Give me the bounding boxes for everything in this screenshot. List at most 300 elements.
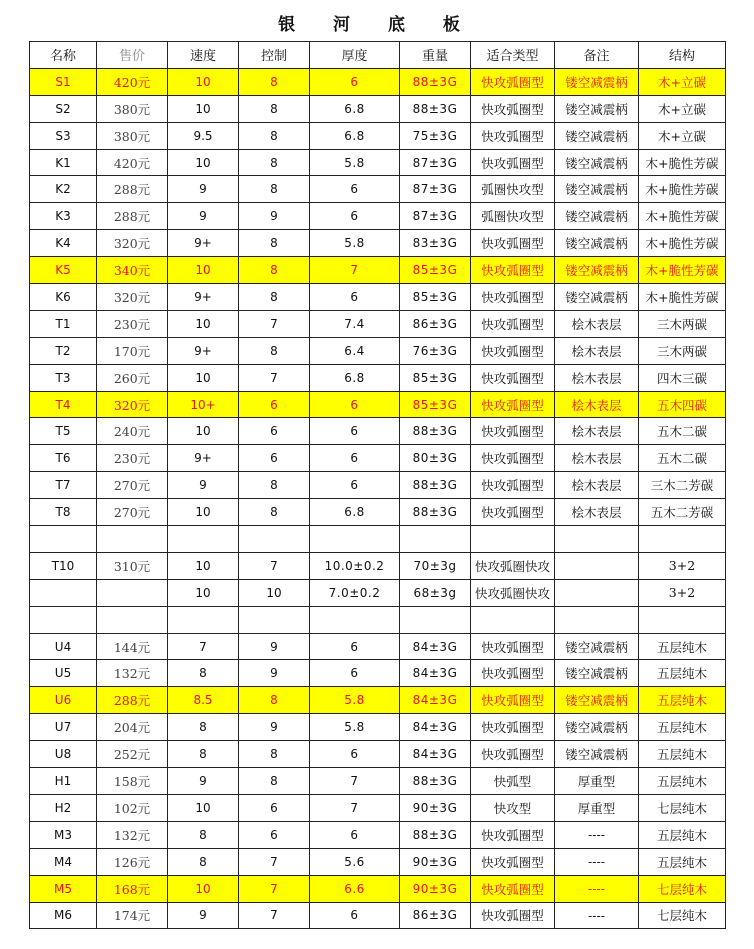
table-cell: 镂空减震柄 — [555, 284, 639, 311]
table-cell: 快攻弧圈型 — [471, 284, 555, 311]
blade-spec-table — [29, 41, 726, 929]
table-cell: 桧木表层 — [555, 391, 639, 418]
table-cell: K1 — [30, 149, 97, 176]
table-cell: H2 — [30, 794, 97, 821]
table-cell: 9 — [239, 203, 310, 230]
table-cell: 镂空减震柄 — [555, 660, 639, 687]
table-cell: 230元 — [97, 445, 168, 472]
table-cell: 快攻弧圈型 — [471, 418, 555, 445]
table-row — [30, 902, 726, 929]
table-cell: 8 — [168, 660, 239, 687]
table-cell: 五木二碳 — [639, 418, 726, 445]
table-cell: 75±3G — [400, 122, 471, 149]
table-row — [30, 768, 726, 795]
table-cell: 170元 — [97, 337, 168, 364]
table-row — [30, 821, 726, 848]
table-row — [30, 579, 726, 606]
table-cell: 6.6 — [310, 875, 400, 902]
table-cell: 132元 — [97, 821, 168, 848]
table-cell: S1 — [30, 68, 97, 95]
table-cell: 90±3G — [400, 848, 471, 875]
table-cell: 8 — [168, 821, 239, 848]
table-cell: 10 — [168, 418, 239, 445]
table-cell — [639, 526, 726, 553]
table-cell: 7 — [239, 364, 310, 391]
table-cell: 420元 — [97, 149, 168, 176]
table-row — [30, 552, 726, 579]
table-cell: 五层纯木 — [639, 821, 726, 848]
table-cell: 木+脆性芳碳 — [639, 284, 726, 311]
table-cell: 7 — [239, 552, 310, 579]
table-cell: 7.4 — [310, 310, 400, 337]
table-cell: 90±3G — [400, 794, 471, 821]
table-cell: 7 — [310, 768, 400, 795]
table-cell: 87±3G — [400, 149, 471, 176]
table-cell: 10 — [168, 364, 239, 391]
table-cell: 8 — [239, 176, 310, 203]
table-cell: 10 — [168, 579, 239, 606]
column-header: 控制 — [239, 42, 310, 69]
table-cell: 6 — [310, 660, 400, 687]
table-row-highlighted — [30, 875, 726, 902]
table-cell: 五木二芳碳 — [639, 499, 726, 526]
table-cell: 四木三碳 — [639, 364, 726, 391]
table-cell: 420元 — [97, 68, 168, 95]
table-cell: 快攻弧圈型 — [471, 499, 555, 526]
table-cell: 252元 — [97, 741, 168, 768]
table-cell: 镂空减震柄 — [555, 203, 639, 230]
table-cell: 88±3G — [400, 472, 471, 499]
table-cell: 8 — [239, 472, 310, 499]
table-cell: 6 — [310, 902, 400, 929]
table-row-highlighted — [30, 257, 726, 284]
table-cell: 84±3G — [400, 714, 471, 741]
table-cell: T7 — [30, 472, 97, 499]
table-cell: 76±3G — [400, 337, 471, 364]
table-cell — [168, 526, 239, 553]
table-cell: K3 — [30, 203, 97, 230]
table-cell: 6 — [239, 794, 310, 821]
table-cell — [555, 526, 639, 553]
table-cell: 8 — [239, 499, 310, 526]
table-cell: 木+脆性芳碳 — [639, 257, 726, 284]
column-header: 备注 — [555, 42, 639, 69]
table-row-highlighted — [30, 687, 726, 714]
table-cell: ---- — [555, 902, 639, 929]
table-cell: 7 — [310, 794, 400, 821]
table-cell — [555, 579, 639, 606]
table-cell: 8 — [239, 95, 310, 122]
table-cell — [639, 606, 726, 633]
table-cell: 5.8 — [310, 149, 400, 176]
table-cell: 90±3G — [400, 875, 471, 902]
table-cell: 6 — [239, 391, 310, 418]
column-header: 名称 — [30, 42, 97, 69]
table-cell: 木+立碳 — [639, 95, 726, 122]
table-row — [30, 526, 726, 553]
table-cell: 桧木表层 — [555, 418, 639, 445]
table-cell: S3 — [30, 122, 97, 149]
table-cell: 85±3G — [400, 257, 471, 284]
table-cell: 七层纯木 — [639, 875, 726, 902]
table-cell: K4 — [30, 230, 97, 257]
table-cell — [30, 606, 97, 633]
table-cell: 快攻弧圈型 — [471, 472, 555, 499]
table-cell: 340元 — [97, 257, 168, 284]
table-cell: 10 — [168, 149, 239, 176]
table-cell: 9 — [168, 902, 239, 929]
table-cell: 五层纯木 — [639, 848, 726, 875]
table-cell: 6 — [239, 445, 310, 472]
table-cell: 87±3G — [400, 203, 471, 230]
column-header: 适合类型 — [471, 42, 555, 69]
table-cell: 9.5 — [168, 122, 239, 149]
table-cell: 10+ — [168, 391, 239, 418]
table-cell: 桧木表层 — [555, 445, 639, 472]
table-cell: 快攻弧圈型 — [471, 257, 555, 284]
table-cell: 10 — [168, 552, 239, 579]
table-cell: H1 — [30, 768, 97, 795]
table-cell: T8 — [30, 499, 97, 526]
table-cell: 快攻弧圈型 — [471, 714, 555, 741]
table-cell: M5 — [30, 875, 97, 902]
table-cell: 9 — [239, 660, 310, 687]
table-cell: 镂空减震柄 — [555, 122, 639, 149]
table-cell: 镂空减震柄 — [555, 68, 639, 95]
table-cell: 8 — [168, 848, 239, 875]
table-cell: 快攻弧圈型 — [471, 875, 555, 902]
table-cell: K5 — [30, 257, 97, 284]
table-cell: 快攻弧圈型 — [471, 445, 555, 472]
table-cell: 6 — [310, 284, 400, 311]
table-cell: 8 — [239, 337, 310, 364]
table-cell: 8 — [239, 257, 310, 284]
table-cell: 快攻弧圈型 — [471, 741, 555, 768]
table-cell: 84±3G — [400, 741, 471, 768]
table-cell: 10 — [168, 68, 239, 95]
table-row — [30, 284, 726, 311]
table-cell: 10.0±0.2 — [310, 552, 400, 579]
table-cell: 五木四碳 — [639, 391, 726, 418]
table-cell: 85±3G — [400, 364, 471, 391]
table-cell: T4 — [30, 391, 97, 418]
table-cell: 88±3G — [400, 418, 471, 445]
table-cell: 6 — [310, 633, 400, 660]
table-cell — [400, 606, 471, 633]
table-cell: 7 — [168, 633, 239, 660]
table-cell: 6 — [239, 418, 310, 445]
table-cell: 五木二碳 — [639, 445, 726, 472]
table-header-row — [30, 42, 726, 69]
table-cell: 88±3G — [400, 499, 471, 526]
table-cell: 8 — [239, 68, 310, 95]
table-cell: 7 — [239, 848, 310, 875]
table-cell: 8 — [168, 741, 239, 768]
table-cell: 厚重型 — [555, 794, 639, 821]
table-cell — [400, 526, 471, 553]
table-cell: U4 — [30, 633, 97, 660]
table-cell: 五层纯木 — [639, 633, 726, 660]
table-cell: 126元 — [97, 848, 168, 875]
table-cell: 6 — [310, 176, 400, 203]
table-cell: 86±3G — [400, 902, 471, 929]
table-row-highlighted — [30, 391, 726, 418]
table-cell: 9+ — [168, 230, 239, 257]
table-cell: 10 — [168, 499, 239, 526]
table-cell: 6 — [310, 821, 400, 848]
table-cell: 85±3G — [400, 284, 471, 311]
table-cell: U5 — [30, 660, 97, 687]
table-cell: 6 — [310, 391, 400, 418]
table-cell: 快攻型 — [471, 794, 555, 821]
table-cell: 桧木表层 — [555, 472, 639, 499]
table-cell — [30, 579, 97, 606]
table-cell: 木+立碳 — [639, 68, 726, 95]
table-cell — [310, 526, 400, 553]
table-cell: 镂空减震柄 — [555, 149, 639, 176]
table-cell — [97, 606, 168, 633]
table-cell — [97, 526, 168, 553]
table-cell: 9+ — [168, 445, 239, 472]
table-cell: 快攻弧圈快攻 — [471, 552, 555, 579]
table-cell: 7 — [239, 875, 310, 902]
table-cell — [97, 579, 168, 606]
table-cell: 7 — [239, 310, 310, 337]
table-cell: K2 — [30, 176, 97, 203]
table-cell: 84±3G — [400, 660, 471, 687]
table-cell: 木+脆性芳碳 — [639, 203, 726, 230]
table-cell: 6.8 — [310, 122, 400, 149]
table-cell: 木+脆性芳碳 — [639, 230, 726, 257]
table-cell: 快攻弧圈型 — [471, 821, 555, 848]
table-cell: 镂空减震柄 — [555, 687, 639, 714]
table-cell: 三木二芳碳 — [639, 472, 726, 499]
page-title: 银 河 底 板 — [278, 15, 476, 35]
table-body — [30, 42, 726, 929]
table-cell: 70±3g — [400, 552, 471, 579]
table-cell: 8 — [239, 768, 310, 795]
table-cell: 镂空减震柄 — [555, 230, 639, 257]
table-cell: 9 — [168, 203, 239, 230]
table-cell: 三木两碳 — [639, 337, 726, 364]
table-cell: 6 — [310, 472, 400, 499]
table-cell: 快攻弧圈型 — [471, 902, 555, 929]
table-cell: 68±3g — [400, 579, 471, 606]
table-cell: 五层纯木 — [639, 768, 726, 795]
table-cell: 5.8 — [310, 687, 400, 714]
table-row — [30, 122, 726, 149]
table-row — [30, 741, 726, 768]
table-cell: 3+2 — [639, 552, 726, 579]
table-cell: 270元 — [97, 472, 168, 499]
column-header: 重量 — [400, 42, 471, 69]
table-cell: 144元 — [97, 633, 168, 660]
table-cell: 快攻弧圈型 — [471, 122, 555, 149]
table-cell: 6 — [310, 418, 400, 445]
table-cell: 厚重型 — [555, 768, 639, 795]
table-cell: 快攻弧圈快攻 — [471, 579, 555, 606]
table-cell: 七层纯木 — [639, 902, 726, 929]
table-cell: 10 — [168, 875, 239, 902]
table-cell — [555, 552, 639, 579]
table-cell — [30, 526, 97, 553]
table-cell: 83±3G — [400, 230, 471, 257]
table-row — [30, 472, 726, 499]
table-cell: 桧木表层 — [555, 499, 639, 526]
table-row — [30, 606, 726, 633]
table-cell: 260元 — [97, 364, 168, 391]
table-cell: 快弧型 — [471, 768, 555, 795]
table-cell: 10 — [168, 95, 239, 122]
table-cell: 270元 — [97, 499, 168, 526]
table-cell: 8 — [168, 714, 239, 741]
table-cell: M6 — [30, 902, 97, 929]
table-cell: 快攻弧圈型 — [471, 687, 555, 714]
table-row — [30, 848, 726, 875]
table-cell: 88±3G — [400, 68, 471, 95]
table-cell: 7 — [239, 902, 310, 929]
table-cell: 桧木表层 — [555, 337, 639, 364]
table-cell: 6 — [310, 68, 400, 95]
table-cell: 七层纯木 — [639, 794, 726, 821]
table-cell: 镂空减震柄 — [555, 95, 639, 122]
table-cell: 86±3G — [400, 310, 471, 337]
table-cell: 9+ — [168, 284, 239, 311]
table-cell: 木+立碳 — [639, 122, 726, 149]
table-cell: T3 — [30, 364, 97, 391]
column-header: 厚度 — [310, 42, 400, 69]
table-cell: 174元 — [97, 902, 168, 929]
table-cell: 8 — [239, 284, 310, 311]
table-cell: 288元 — [97, 203, 168, 230]
table-cell: 320元 — [97, 391, 168, 418]
table-cell: ---- — [555, 875, 639, 902]
table-row — [30, 445, 726, 472]
table-row — [30, 418, 726, 445]
table-cell: S2 — [30, 95, 97, 122]
table-cell — [168, 606, 239, 633]
table-cell: 168元 — [97, 875, 168, 902]
table-cell: M3 — [30, 821, 97, 848]
table-cell: 6.8 — [310, 95, 400, 122]
table-cell: 8 — [239, 741, 310, 768]
table-cell: 快攻弧圈型 — [471, 230, 555, 257]
table-row — [30, 203, 726, 230]
table-row — [30, 633, 726, 660]
table-cell: 5.6 — [310, 848, 400, 875]
table-cell: 三木两碳 — [639, 310, 726, 337]
table-cell — [555, 606, 639, 633]
table-cell: 快攻弧圈型 — [471, 391, 555, 418]
table-cell: 380元 — [97, 122, 168, 149]
table-cell: T2 — [30, 337, 97, 364]
table-cell: 桧木表层 — [555, 310, 639, 337]
table-cell: 84±3G — [400, 687, 471, 714]
table-cell — [471, 526, 555, 553]
table-cell: 五层纯木 — [639, 741, 726, 768]
table-row — [30, 176, 726, 203]
table-cell: 288元 — [97, 687, 168, 714]
table-cell: 9 — [239, 633, 310, 660]
column-header: 结构 — [639, 42, 726, 69]
table-cell: 8 — [239, 687, 310, 714]
table-cell: 288元 — [97, 176, 168, 203]
table-cell: K6 — [30, 284, 97, 311]
table-cell: 快攻弧圈型 — [471, 633, 555, 660]
table-cell: 6.8 — [310, 499, 400, 526]
table-cell: 8 — [239, 149, 310, 176]
table-row — [30, 794, 726, 821]
table-row — [30, 499, 726, 526]
table-cell: 6 — [310, 203, 400, 230]
table-cell: 9 — [239, 714, 310, 741]
column-header: 速度 — [168, 42, 239, 69]
table-row — [30, 230, 726, 257]
table-cell: 五层纯木 — [639, 687, 726, 714]
table-cell: 快攻弧圈型 — [471, 364, 555, 391]
table-cell: 88±3G — [400, 821, 471, 848]
table-row — [30, 337, 726, 364]
table-cell: 84±3G — [400, 633, 471, 660]
table-cell: 310元 — [97, 552, 168, 579]
table-cell — [471, 606, 555, 633]
table-cell: 五层纯木 — [639, 660, 726, 687]
table-cell: 87±3G — [400, 176, 471, 203]
table-cell: 10 — [168, 310, 239, 337]
table-cell: U8 — [30, 741, 97, 768]
table-cell: 380元 — [97, 95, 168, 122]
table-cell: 5.8 — [310, 714, 400, 741]
table-cell: 85±3G — [400, 391, 471, 418]
table-row — [30, 149, 726, 176]
table-cell — [310, 606, 400, 633]
table-cell: 88±3G — [400, 768, 471, 795]
table-cell: 5.8 — [310, 230, 400, 257]
table-cell: 10 — [168, 794, 239, 821]
table-cell — [239, 526, 310, 553]
table-cell: 8 — [239, 122, 310, 149]
table-row — [30, 714, 726, 741]
table-row-highlighted — [30, 68, 726, 95]
table-cell: 6.4 — [310, 337, 400, 364]
table-cell: 6 — [310, 741, 400, 768]
table-row — [30, 364, 726, 391]
table-cell: 320元 — [97, 284, 168, 311]
table-row — [30, 310, 726, 337]
table-cell: ---- — [555, 848, 639, 875]
table-cell: 弧圈快攻型 — [471, 176, 555, 203]
table-cell: T5 — [30, 418, 97, 445]
table-cell: 158元 — [97, 768, 168, 795]
table-cell: U7 — [30, 714, 97, 741]
table-cell: 6.8 — [310, 364, 400, 391]
column-header: 售价 — [97, 42, 168, 69]
table-cell: 8.5 — [168, 687, 239, 714]
table-cell: 7.0±0.2 — [310, 579, 400, 606]
table-cell: T6 — [30, 445, 97, 472]
table-cell: 快攻弧圈型 — [471, 95, 555, 122]
table-cell: 快攻弧圈型 — [471, 848, 555, 875]
table-cell: 9 — [168, 472, 239, 499]
table-cell: U6 — [30, 687, 97, 714]
table-cell: 快攻弧圈型 — [471, 310, 555, 337]
table-cell: 快攻弧圈型 — [471, 68, 555, 95]
table-row — [30, 660, 726, 687]
table-cell: 10 — [168, 257, 239, 284]
table-row — [30, 95, 726, 122]
table-cell: 桧木表层 — [555, 364, 639, 391]
table-cell: 快攻弧圈型 — [471, 660, 555, 687]
